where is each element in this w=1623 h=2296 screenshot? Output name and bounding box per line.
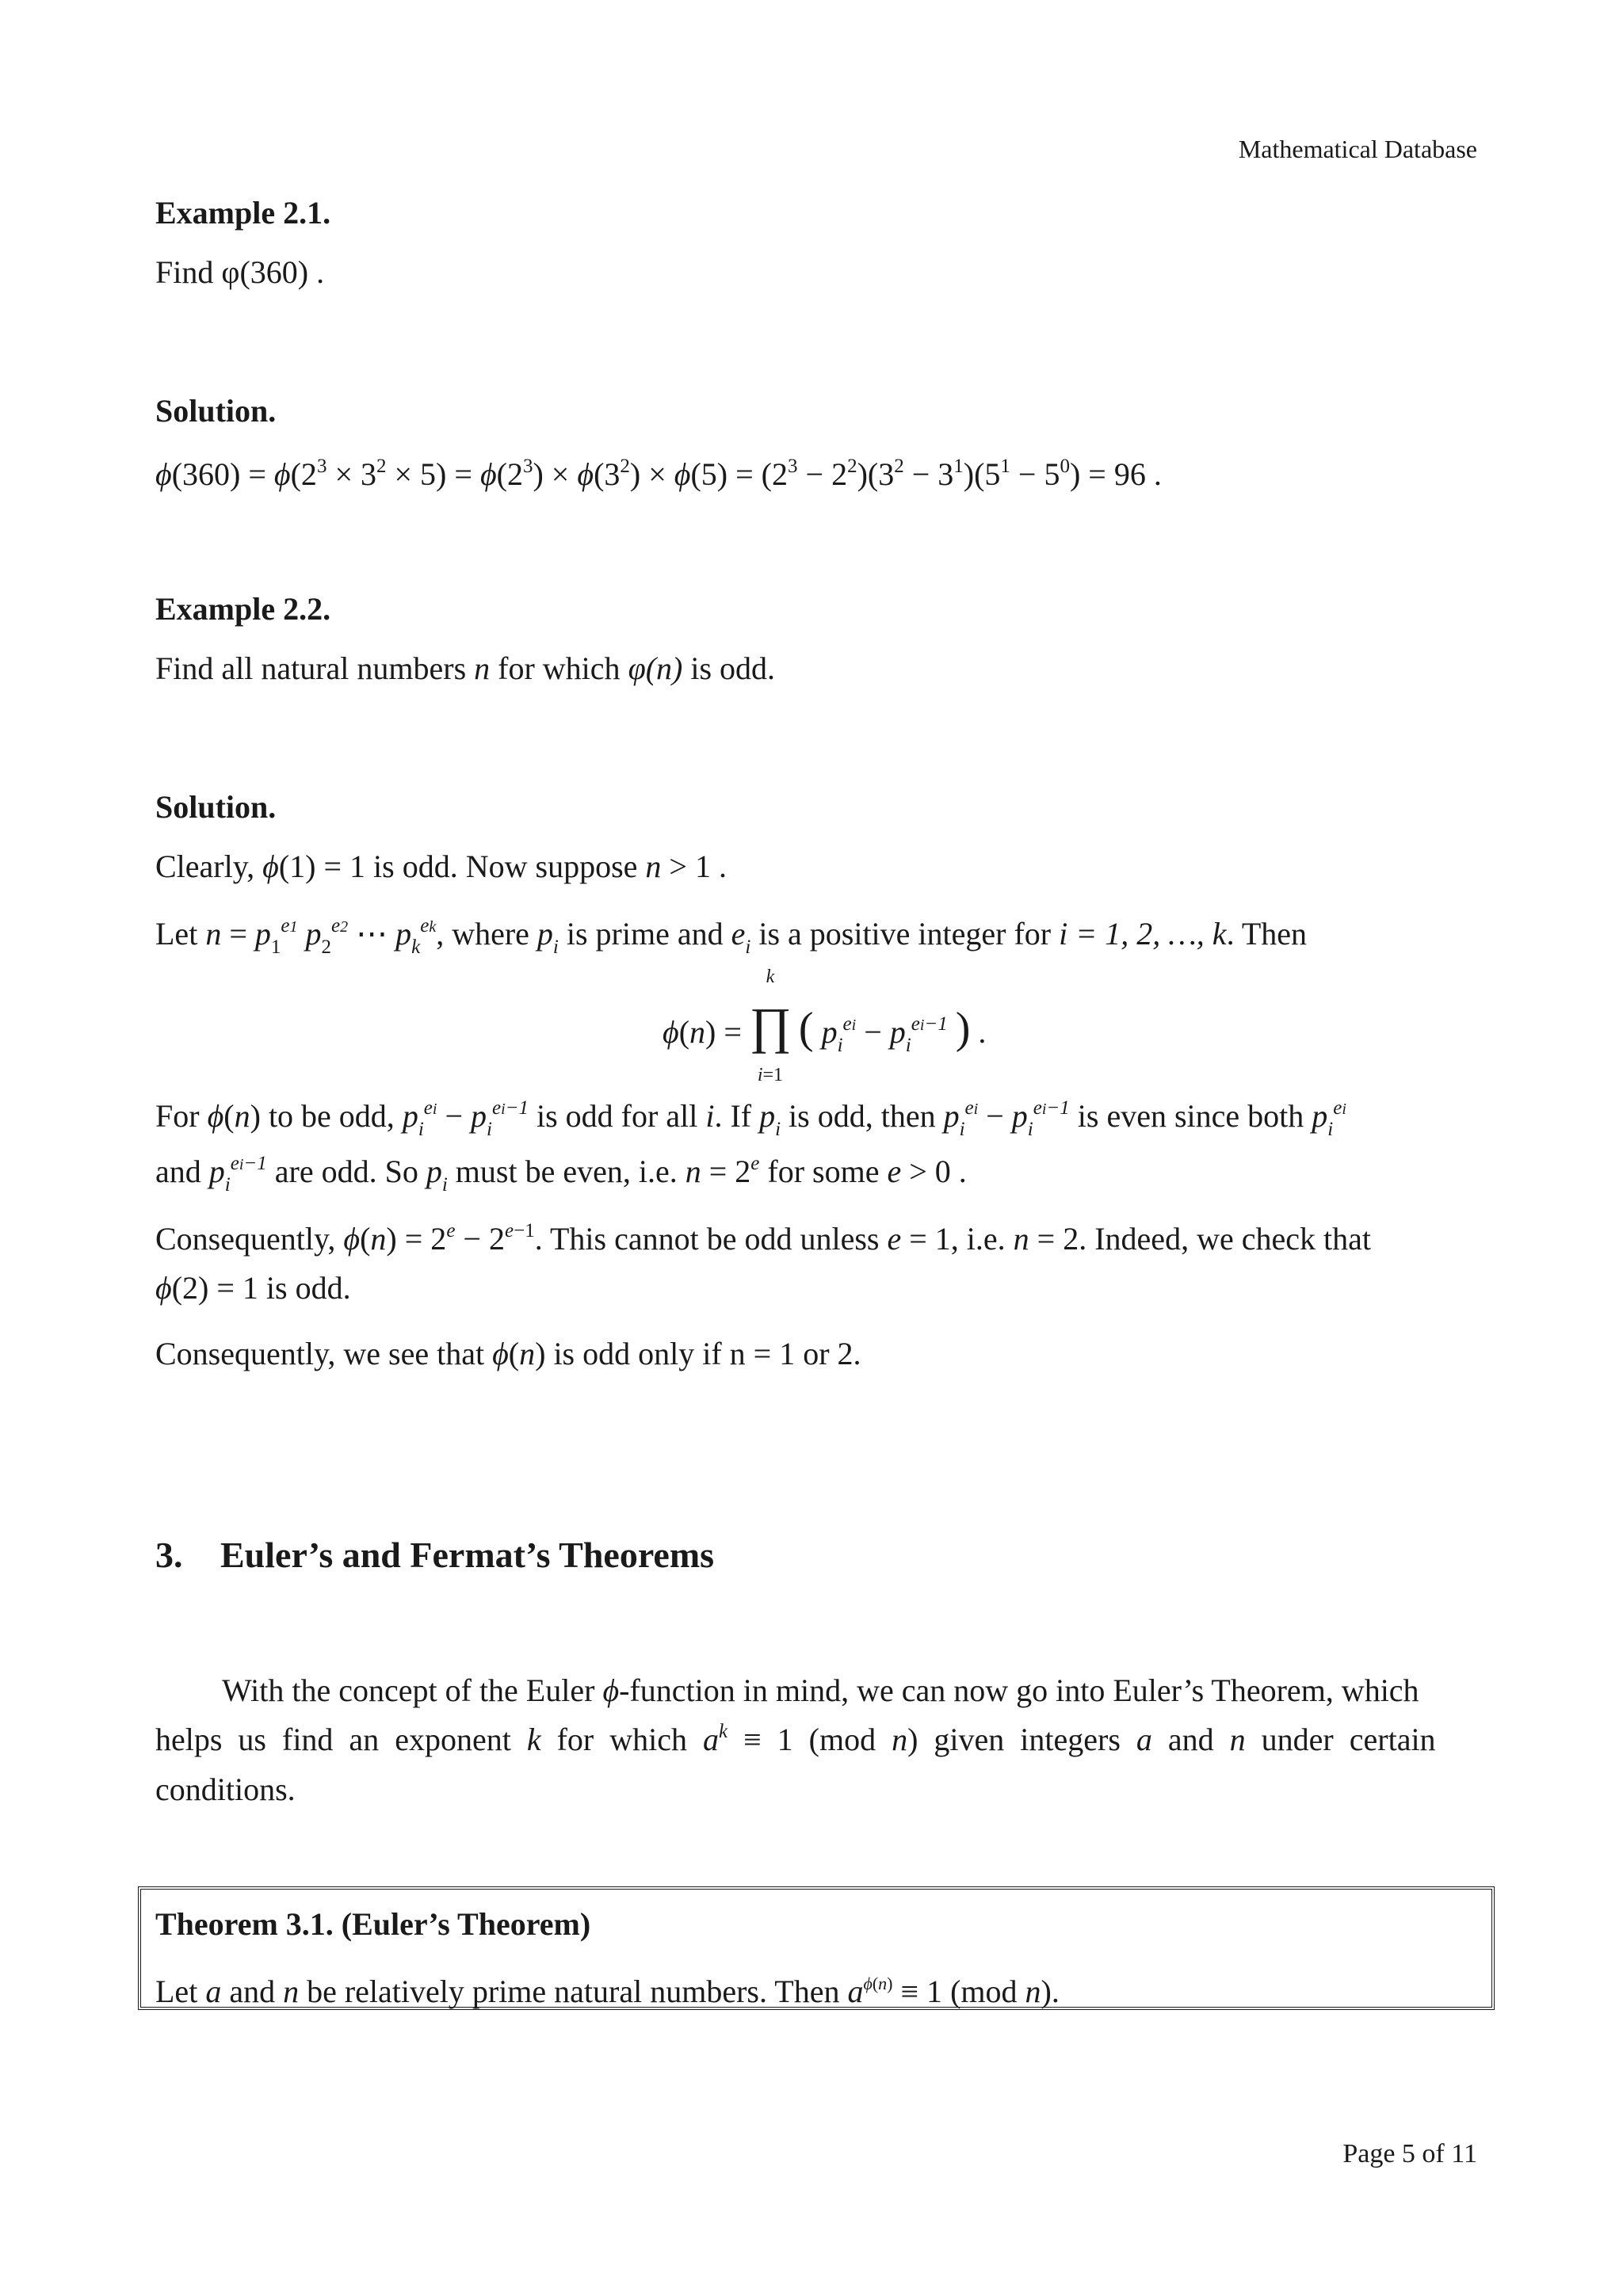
solution-2-2-conclusion: Consequently, we see that ϕ(n) is odd only if n = 1 or 2. <box>155 1336 861 1371</box>
phi-360-math: φ(360) . <box>221 254 325 290</box>
solution-2-2-line-2: Let $n = p_1^{e1}$ $p_2^{e2}$ ⋯ $p_k^{ek}$, where $p_i$ is prime and $e_i$ is a positive integer for i = 1, 2, …, k. Then <box>155 914 1308 958</box>
theorem-3-1-title: Theorem 3.1. (Euler’s Theorem) <box>155 1906 591 1942</box>
solution-2-2-heading: Solution. <box>155 789 277 825</box>
intro-line-1: With the concept of the Euler ϕ-function in mind, we can now go into Euler’s Theorem, which <box>222 1672 1419 1708</box>
product-formula: ϕ(n) = ∏ k i=1 ( $p_i^{ei} - p_i^{ei-1}$ ) . <box>663 967 987 1085</box>
section-heading <box>155 1533 714 1577</box>
page-number: Page 5 of 11 <box>1342 2139 1477 2168</box>
running-header: Mathematical Database <box>1238 135 1477 163</box>
solution-2-2-line-4: and $p_i^{ei-1}$ are odd. So $p_i$ must be even, i.e. $n = 2^e$ for some e > 0 . <box>155 1152 967 1196</box>
theorem-3-1-statement: Let a and n be relatively prime natural numbers. Then $a^{\phi(n)} \equiv 1$ (mod n). <box>155 1973 1060 2009</box>
solution-2-2-line-3: For ϕ(n) to be odd, $p_i^{ei} - p_i^{ei-1}$ is odd for all i. If $p_i$ is odd, then $p_i^{ei} - p_i^{ei-1}$ is even since both $p_i^{ei}$ <box>155 1097 1346 1140</box>
example-2-1-heading: Example 2.1. <box>155 195 331 231</box>
intro-line-3: conditions. <box>155 1772 296 1807</box>
solution-2-2-line-6: ϕ(2) = 1 is odd. <box>155 1270 351 1306</box>
section-number: 3. <box>155 1535 183 1575</box>
intro-line-2: helps us find an exponent k for which $a^k \equiv 1$ (mod n) given integers a and n under certain <box>155 1720 1436 1757</box>
solution-2-1-equation: $\phi(360) = \phi(2^3 \times 3^2 \times 5) = \phi(2^3) \times \phi(3^2) \times \phi(5) = (2^3 - 2^2)(3^2 - 3^1)(5^1 - 5^0) = 96$ . <box>155 455 1162 492</box>
example-2-2-heading: Example 2.2. <box>155 591 331 627</box>
solution-2-2-line-5: Consequently, $\phi(n) = 2^e - 2^{e-1}$. This cannot be odd unless e = 1, i.e. n = 2. Indeed, we check that <box>155 1219 1371 1257</box>
example-2-2-prompt: Find all natural numbers n for which φ(n) is odd. <box>155 650 776 686</box>
example-2-1-prompt: Find φ(360) . <box>155 254 325 290</box>
solution-2-2-line-1: Clearly, ϕ(1) = 1 is odd. Now suppose n > 1 . <box>155 849 727 884</box>
solution-2-1-heading: Solution. <box>155 393 277 429</box>
section-title: Euler’s and Fermat’s Theorems <box>220 1535 715 1575</box>
